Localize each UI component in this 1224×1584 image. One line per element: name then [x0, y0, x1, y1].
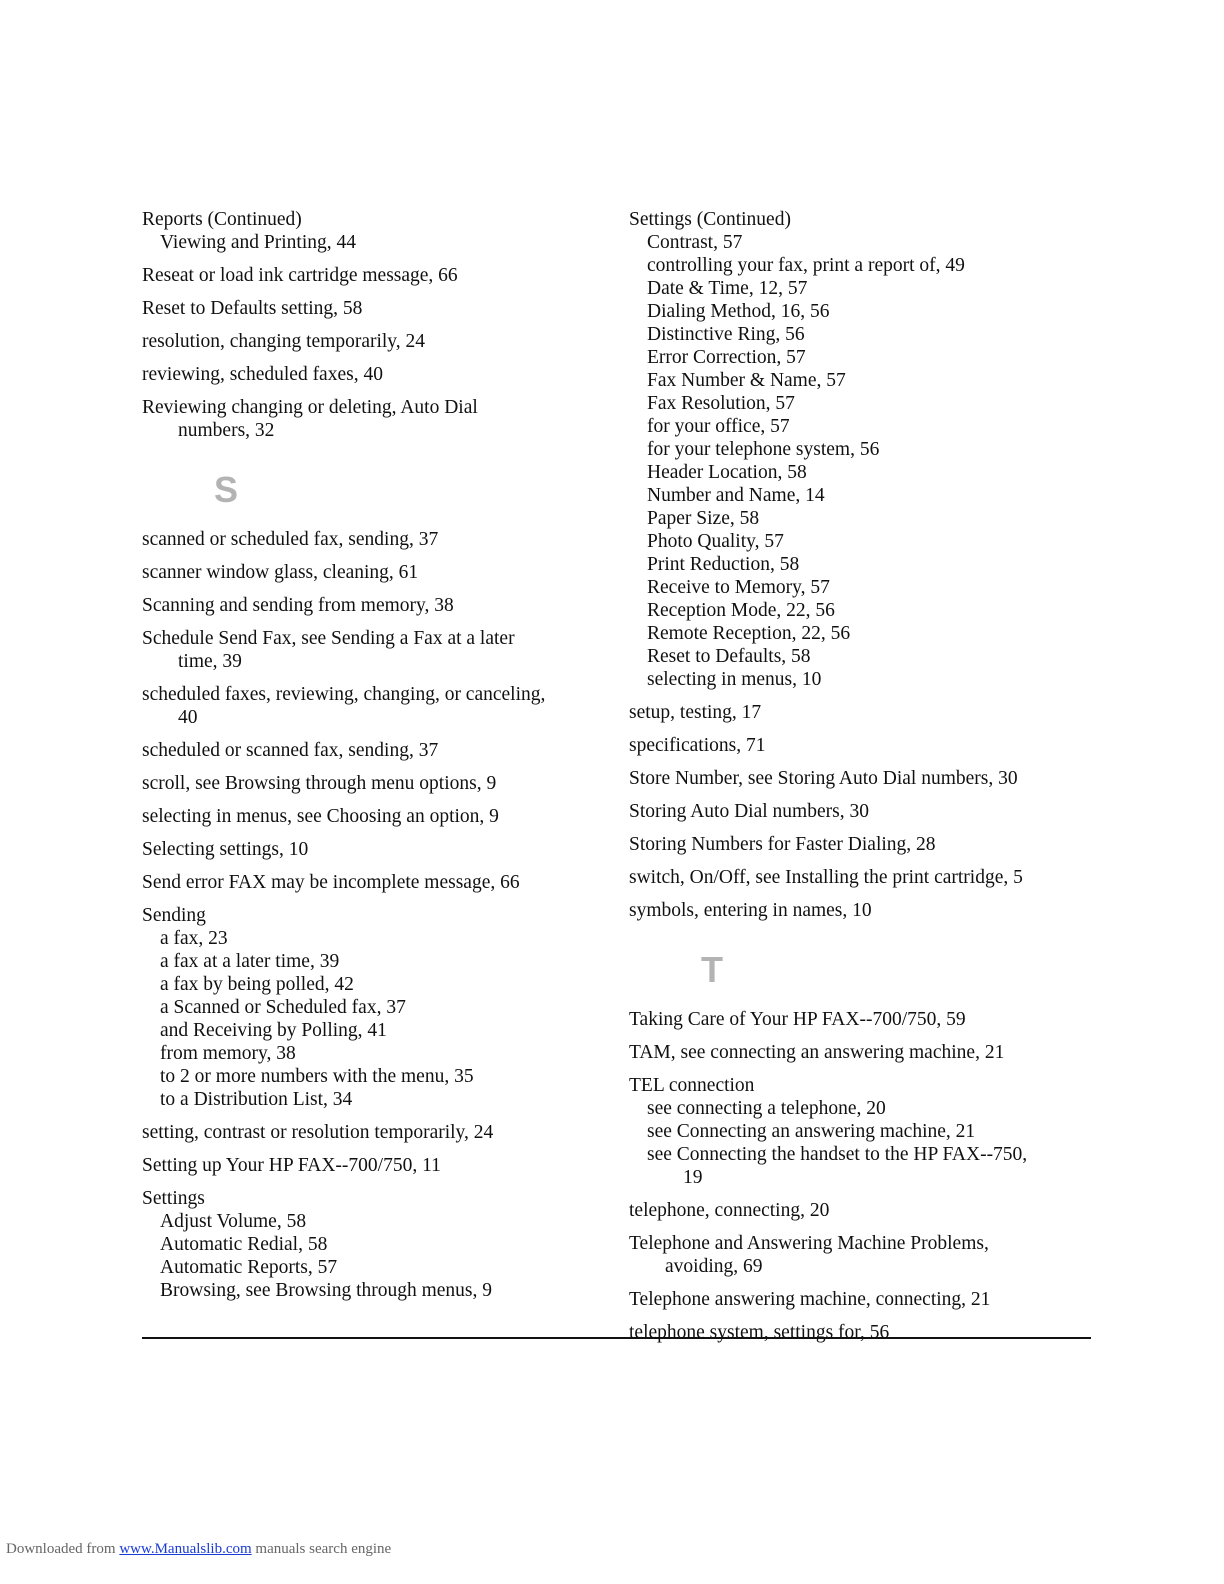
section-letter-t: T — [701, 949, 723, 990]
index-heading: Sending — [142, 905, 206, 926]
index-group-settings-continued — [629, 208, 1099, 691]
index-entry-line: Telephone and Answering Machine Problems, — [629, 1233, 989, 1254]
index-subentry: for your telephone system, 56 — [647, 439, 880, 460]
index-subentry: Automatic Reports, 57 — [160, 1257, 338, 1278]
index-heading: Settings (Continued) — [629, 209, 791, 230]
index-subentry: controlling your fax, print a report of, 49 — [647, 255, 965, 276]
index-entry: switch, On/Off, see Installing the print cartridge, 5 — [629, 867, 1023, 888]
section-letter-s: S — [214, 469, 239, 510]
index-entry-line: scheduled faxes, reviewing, changing, or canceling, — [142, 684, 546, 705]
index-subentry: Number and Name, 14 — [647, 485, 825, 506]
index-entry: Send error FAX may be incomplete message, 66 — [142, 872, 520, 893]
index-entry: symbols, entering in names, 10 — [629, 900, 872, 921]
index-subentry: Error Correction, 57 — [647, 347, 806, 368]
index-group-tel-connection — [629, 1074, 1099, 1189]
index-entry-continuation: numbers, 32 — [178, 420, 275, 441]
index-entry: scanned or scheduled fax, sending, 37 — [142, 529, 439, 550]
index-subentry: a Scanned or Scheduled fax, 37 — [160, 997, 406, 1018]
index-subentry-continuation: 19 — [683, 1167, 703, 1188]
index-subentry: Photo Quality, 57 — [647, 531, 784, 552]
index-subentry: and Receiving by Polling, 41 — [160, 1020, 387, 1041]
index-subentry: Print Reduction, 58 — [647, 554, 800, 575]
index-subentry: Browsing, see Browsing through menus, 9 — [160, 1280, 493, 1301]
index-subentry: Paper Size, 58 — [647, 508, 760, 529]
index-subentry: see Connecting the handset to the HP FAX--750, — [647, 1144, 1028, 1165]
index-entry: Storing Auto Dial numbers, 30 — [629, 801, 869, 822]
index-subentry: Reset to Defaults, 58 — [647, 646, 811, 667]
index-subentry: Adjust Volume, 58 — [160, 1211, 307, 1232]
index-subentry: Header Location, 58 — [647, 462, 807, 483]
index-entry: Scanning and sending from memory, 38 — [142, 595, 454, 616]
index-entry: scanner window glass, cleaning, 61 — [142, 562, 419, 583]
index-subentry: Fax Resolution, 57 — [647, 393, 795, 414]
index-subentry: Fax Number & Name, 57 — [647, 370, 846, 391]
manualslib-link[interactable]: www.Manualslib.com — [119, 1541, 252, 1557]
index-entry-reviewing — [142, 396, 592, 442]
index-entry: reviewing, scheduled faxes, 40 — [142, 364, 383, 385]
download-footer — [6, 1541, 391, 1558]
index-subentry: for your office, 57 — [647, 416, 790, 437]
index-entry: specifications, 71 — [629, 735, 766, 756]
index-entry: resolution, changing temporarily, 24 — [142, 331, 426, 352]
index-entry: Setting up Your HP FAX--700/750, 11 — [142, 1155, 441, 1176]
index-group-settings — [142, 1187, 592, 1302]
index-subentry: Automatic Redial, 58 — [160, 1234, 328, 1255]
index-subentry: Receive to Memory, 57 — [647, 577, 830, 598]
index-subentry: from memory, 38 — [160, 1043, 296, 1064]
index-subentry: Dialing Method, 16, 56 — [647, 301, 830, 322]
index-entry-line: Schedule Send Fax, see Sending a Fax at a later — [142, 628, 515, 649]
index-entry: scheduled or scanned fax, sending, 37 — [142, 740, 439, 761]
index-entry: selecting in menus, see Choosing an option, 9 — [142, 806, 499, 827]
index-entry: setup, testing, 17 — [629, 702, 762, 723]
index-entry: Reseat or load ink cartridge message, 66 — [142, 265, 458, 286]
index-subentry: Remote Reception, 22, 56 — [647, 623, 851, 644]
index-entry: setting, contrast or resolution temporarily, 24 — [142, 1122, 494, 1143]
index-subentry: a fax, 23 — [160, 928, 228, 949]
index-subentry: Contrast, 57 — [647, 232, 743, 253]
index-column-right — [629, 208, 1099, 1354]
index-subentry: Viewing and Printing, 44 — [160, 232, 356, 253]
index-entry-scheduled-faxes — [142, 683, 592, 729]
index-entry: telephone system, settings for, 56 — [629, 1322, 890, 1343]
index-subentry: Reception Mode, 22, 56 — [647, 600, 835, 621]
index-entry-line: Reviewing changing or deleting, Auto Dial — [142, 397, 478, 418]
index-entry: scroll, see Browsing through menu options, 9 — [142, 773, 497, 794]
index-subentry: a fax by being polled, 42 — [160, 974, 354, 995]
index-subentry: to 2 or more numbers with the menu, 35 — [160, 1066, 474, 1087]
footer-suffix: manuals search engine — [251, 1541, 392, 1557]
index-entry: Selecting settings, 10 — [142, 839, 309, 860]
index-entry: Telephone answering machine, connecting, 21 — [629, 1289, 991, 1310]
index-subentry: a fax at a later time, 39 — [160, 951, 340, 972]
index-subentry: to a Distribution List, 34 — [160, 1089, 353, 1110]
index-column-left — [142, 208, 592, 1312]
index-entry-continuation: time, 39 — [178, 651, 242, 672]
index-entry: TAM, see connecting an answering machine, 21 — [629, 1042, 1005, 1063]
index-entry-continuation: avoiding, 69 — [665, 1256, 763, 1277]
index-subentry: see Connecting an answering machine, 21 — [647, 1121, 976, 1142]
index-entry: Taking Care of Your HP FAX--700/750, 59 — [629, 1009, 966, 1030]
index-subentry: see connecting a telephone, 20 — [647, 1098, 886, 1119]
index-subentry: selecting in menus, 10 — [647, 669, 822, 690]
footer-prefix: Downloaded from — [6, 1541, 120, 1557]
index-entry-continuation: 40 — [178, 707, 198, 728]
index-group-reports — [142, 208, 592, 254]
index-entry-tel-problems — [629, 1232, 1099, 1278]
index-subentry: Date & Time, 12, 57 — [647, 278, 808, 299]
index-entry: Reset to Defaults setting, 58 — [142, 298, 363, 319]
bottom-rule — [142, 1337, 1091, 1339]
index-entry: Store Number, see Storing Auto Dial numbers, 30 — [629, 768, 1018, 789]
index-heading: TEL connection — [629, 1075, 755, 1096]
index-entry: Storing Numbers for Faster Dialing, 28 — [629, 834, 936, 855]
index-entry: telephone, connecting, 20 — [629, 1200, 830, 1221]
index-entry-schedule-send — [142, 627, 592, 673]
index-heading: Reports (Continued) — [142, 209, 302, 230]
index-heading: Settings — [142, 1188, 205, 1209]
index-group-sending — [142, 904, 592, 1111]
index-subentry: Distinctive Ring, 56 — [647, 324, 805, 345]
